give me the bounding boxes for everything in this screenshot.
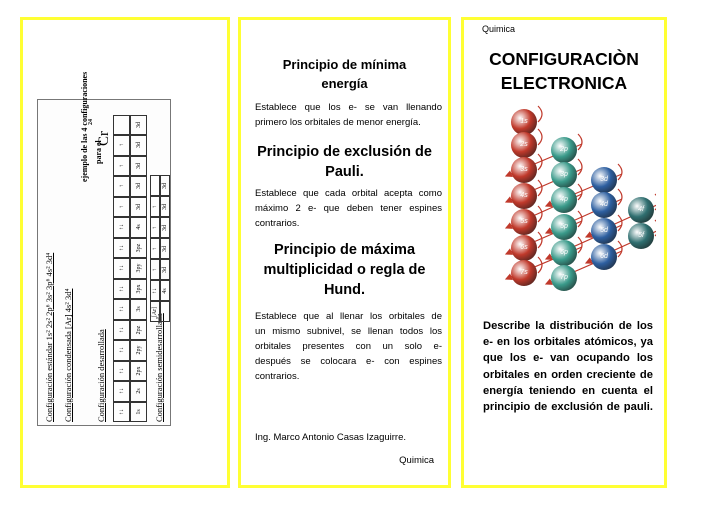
cell-arrows-text: ↑↓ <box>118 285 125 292</box>
table-cell-orbital <box>130 381 147 402</box>
table-cell-arrows <box>113 238 130 259</box>
orbital-loop-arrow <box>618 215 622 231</box>
cell-arrows-text: ↑↓ <box>118 408 125 415</box>
table-cell-orbital <box>130 238 147 259</box>
table-cell-arrows <box>113 279 130 300</box>
orbital-1s: 1s <box>511 109 537 135</box>
table-cell-arrows <box>113 176 130 197</box>
cell-orbital-text: 2pz <box>135 325 142 335</box>
label-ejemplo: ejemplo de las 4 configuraciones <box>80 71 89 182</box>
paragraph-line: después se colocara e- con espines <box>255 356 442 367</box>
cell-orbital-text: 2s <box>135 388 142 394</box>
cell-arrows-text: ↑↓ <box>118 265 125 272</box>
table-cell-arrows <box>113 361 130 382</box>
orbital-4p: 4p <box>551 187 577 213</box>
cell-arrows-text: ↑↓ <box>118 244 125 251</box>
author-name: Ing. Marco Antonio Casas Izaguirre. <box>255 432 407 443</box>
cover-description: Describe la distribución de los e- en los orbitales atómicos, ya que los e- van ocupando los orbitales en orden creciente de energía teniendo en cuenta el principio de exclusión de pauli. <box>483 320 653 414</box>
table-cell-arrows <box>150 259 160 280</box>
orbital-loop-arrow <box>578 134 582 150</box>
orbital-3s: 3s <box>511 157 537 183</box>
table-cell-arrows <box>150 196 160 217</box>
cell-arrows-text: ↑↓ <box>118 326 125 333</box>
orbital-5s: 5s <box>511 209 537 235</box>
element-symbol: Cr <box>96 131 112 146</box>
table-cell-orbital <box>160 217 170 238</box>
orbital-6d: 6d <box>591 244 617 270</box>
orbital-loop-arrow <box>655 194 656 210</box>
orbital-loop-arrow <box>618 189 622 205</box>
table-cell-orbital <box>130 115 147 136</box>
cell-orbital-text: 3d <box>135 162 142 169</box>
panel-cover <box>461 17 667 488</box>
table-cell-orbital <box>130 299 147 320</box>
table-cell-arrows <box>113 340 130 361</box>
cell-arrows-text: ↑ <box>152 205 158 208</box>
paragraph-line: contrarios. <box>255 371 300 382</box>
table-cell-orbital <box>130 135 147 156</box>
orbital-2s: 2s <box>511 132 537 158</box>
table-cell-arrows <box>113 197 130 218</box>
cell-arrows-text: ↑↓ <box>118 224 125 231</box>
cell-arrows-text: ↑ <box>118 164 125 168</box>
cover-title-line: CONFIGURACIÒN <box>489 49 639 69</box>
paragraph-line: orbitales presentes con un solo e- <box>255 341 442 352</box>
cell-orbital-text: 3d <box>162 224 168 231</box>
orbital-4f: 4f <box>628 197 654 223</box>
table-cell-orbital <box>130 402 147 423</box>
cell-arrows-text: ↑ <box>152 247 158 250</box>
table-cell-arrows <box>113 299 130 320</box>
configuration-table-image <box>37 71 171 426</box>
orbital-loop-arrow <box>578 159 582 175</box>
cover-title-line: ELECTRONICA <box>500 73 628 93</box>
table-cell-orbital <box>130 361 147 382</box>
table-cell-arrows <box>113 135 130 156</box>
table-cell-orbital <box>130 197 147 218</box>
cell-orbital-text: 3d <box>135 121 142 128</box>
table-cell-orbital <box>160 196 170 217</box>
orbital-7s: 7s <box>511 260 537 286</box>
paragraph-exclusion-pauli <box>255 186 442 231</box>
atomic-number: 24 <box>88 119 94 125</box>
cell-orbital-text: 3py <box>135 263 142 273</box>
table-cell-arrows <box>150 280 160 301</box>
orbital-3d: 3d <box>591 167 617 193</box>
paragraph-line: Establece que cada orbital acepta como <box>255 188 442 199</box>
cell-arrows-text: ↑↓ <box>118 306 125 313</box>
orbital-5d: 5d <box>591 218 617 244</box>
table-cell-arrows <box>150 238 160 259</box>
cell-arrows-text: ↑↓ <box>118 347 125 354</box>
table-cell-arrows <box>113 402 130 423</box>
heading-exclusion-pauli: Principio de exclusión de Pauli. <box>257 144 432 180</box>
table-cell-orbital <box>130 176 147 197</box>
label-configuracion-semidesarrollada: Configuración semidesarrollada <box>154 313 164 422</box>
table-cell-arrows <box>113 217 130 238</box>
label-para-el: para el <box>94 140 103 164</box>
orbital-6p: 6p <box>551 240 577 266</box>
cell-orbital-text: 2px <box>135 366 142 376</box>
cover-title <box>464 47 664 95</box>
panel-principles <box>238 17 451 488</box>
cell-arrows-text: ↑ <box>118 184 125 188</box>
cell-arrows-text: ↑↓ <box>118 388 125 395</box>
label-configuracion-condensada: Configuración condensada [Ar] 4s² 3d⁴ <box>63 288 73 422</box>
table-cell-arrows <box>113 258 130 279</box>
heading-minima-energia: Principio de mínima energía <box>282 57 407 91</box>
label-configuracion-desarrollada: Configuración desarrollada <box>96 329 106 422</box>
cell-orbital-text: 3d <box>135 203 142 210</box>
cell-orbital-text: 1s <box>135 409 142 415</box>
paragraph-line: máximo 2 e- que deben tener espines <box>255 203 442 214</box>
cell-arrows-text: [Ar] <box>152 306 158 317</box>
table-cell-orbital <box>130 340 147 361</box>
cell-orbital-text: 3s <box>135 306 142 312</box>
table-cell-arrows <box>113 381 130 402</box>
cell-orbital-text: 2py <box>135 345 142 355</box>
paragraph-line: Establece que los e- se van llenando <box>255 102 442 113</box>
cell-arrows-text: ↑↓ <box>118 367 125 374</box>
cell-orbital-text: 3d <box>135 142 142 149</box>
table-cell-arrows <box>150 301 160 322</box>
paragraph-line: Establece que al llenar los orbitales de <box>255 311 442 322</box>
paragraph-line: contrarios. <box>255 218 300 229</box>
table-cell-orbital <box>160 259 170 280</box>
table-cell-orbital <box>130 156 147 177</box>
cell-arrows-text: ↑ <box>118 143 125 147</box>
cell-orbital-text: 4s <box>162 287 168 294</box>
table-cell-orbital <box>160 238 170 259</box>
table-cell-orbital <box>160 301 170 322</box>
cell-arrows-text: ↑ <box>152 226 158 229</box>
cell-orbital-text: 3d <box>162 245 168 252</box>
orbital-6s: 6s <box>511 235 537 261</box>
header-subject: Quimica <box>482 24 516 34</box>
orbital-3p: 3p <box>551 162 577 188</box>
table-cell-orbital <box>130 320 147 341</box>
orbital-loop-arrow <box>538 106 542 122</box>
cell-orbital-text: 3pz <box>135 243 142 253</box>
orbital-2p: 2p <box>551 137 577 163</box>
aufbau-diagram <box>476 100 656 295</box>
cell-orbital-text: 3px <box>135 284 142 294</box>
cell-arrows-text: ↑↓ <box>152 287 158 294</box>
table-cell-orbital <box>160 175 170 196</box>
table-cell-arrows <box>113 156 130 177</box>
paragraph-minima-energia <box>255 100 442 130</box>
cell-orbital-text: 4s <box>135 224 142 230</box>
footer-subject: Quimica <box>399 455 434 466</box>
table-cell-orbital <box>130 217 147 238</box>
heading-regla-hund: Principio de máxima multiplicidad o regla de Hund. <box>263 242 426 298</box>
orbital-loop-arrow <box>618 164 622 180</box>
label-configuracion-estandar: Configuración estándar 1s² 2s² 2p⁶ 3s² 3p⁶ 4s² 3d⁴ <box>44 252 54 422</box>
orbital-loop-arrow <box>538 129 542 145</box>
cell-orbital-text: 3d <box>135 183 142 190</box>
orbital-4d: 4d <box>591 192 617 218</box>
panel-configurations-table <box>20 17 230 488</box>
paragraph-regla-hund <box>255 309 442 384</box>
paragraph-line: primero los orbitales de menor energía. <box>255 117 421 128</box>
cell-arrows-text: ↑ <box>118 205 125 209</box>
cell-orbital-text: 3d <box>162 203 168 210</box>
orbital-7p: 7p <box>551 265 577 291</box>
table-cell-orbital <box>130 279 147 300</box>
cell-orbital-text: 3d <box>162 266 168 273</box>
table-cell-orbital <box>130 258 147 279</box>
cell-arrows-text: ↑ <box>152 268 158 271</box>
table-cell-arrows <box>113 320 130 341</box>
orbital-loop-arrow <box>618 241 622 257</box>
table-cell-arrows <box>150 217 160 238</box>
cell-orbital-text: 3d <box>162 182 168 189</box>
orbital-loop-arrow <box>655 220 656 236</box>
paragraph-line: un mismo subnivel, se llenan todos los <box>255 326 442 337</box>
table-cell-arrows <box>113 115 130 136</box>
orbital-5p: 5p <box>551 214 577 240</box>
orbital-4s: 4s <box>511 183 537 209</box>
table-cell-arrows <box>150 175 160 196</box>
table-cell-orbital <box>160 280 170 301</box>
orbital-5f: 5f <box>628 223 654 249</box>
